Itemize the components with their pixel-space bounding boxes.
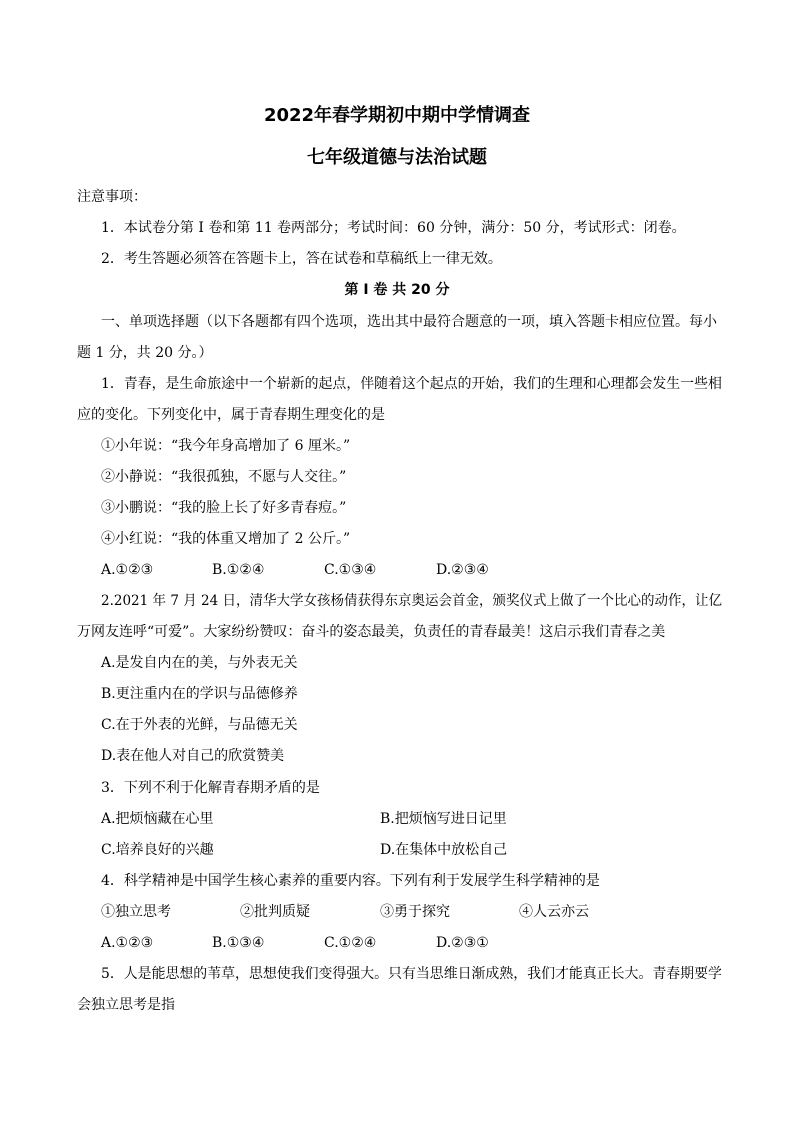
q4-statement-2: ②批判质疑 [240, 904, 310, 920]
q5-stem-line-2: 会独立思考是指 [77, 997, 175, 1013]
q1-stem-line-2: 应的变化。下列变化中，属于青春期生理变化的是 [77, 407, 385, 423]
q4-statement-4: ④人云亦云 [519, 904, 589, 920]
q3-option-a: A.把烦恼藏在心里 [101, 811, 214, 827]
q4-stem: 4．科学精神是中国学生核心素养的重要内容。下列有利于发展学生科学精神的是 [101, 873, 600, 889]
exam-title: 2022年春学期初中期中学情调查 [263, 105, 531, 126]
q2-stem-line-2: 万网友连呼“可爱”。大家纷纷赞叹：奋斗的姿态最美，负责任的青春最美！这启示我们青春之美 [77, 624, 666, 640]
q4-option-a: A.①②③ [101, 935, 154, 951]
q1-statement-2: ②小静说：“我很孤独，不愿与人交往。” [101, 469, 347, 485]
q1-option-b: B.①②④ [212, 562, 265, 578]
q4-statement-1: ①独立思考 [101, 904, 171, 920]
q2-option-d: D.表在他人对自己的欣赏赞美 [101, 748, 285, 764]
section-intro-line-1: 一、单项选择题（以下各题都有四个选项，选出其中最符合题意的一项，填入答题卡相应位置。每小 [101, 314, 717, 330]
q3-option-b: B.把烦恼写进日记里 [380, 811, 507, 827]
q4-option-d: D.②③① [436, 935, 489, 951]
q2-option-b: B.更注重内在的学识与品德修养 [101, 686, 298, 702]
q1-option-d: D.②③④ [436, 562, 489, 578]
q2-stem-line-1: 2.2021 年 7 月 24 日，清华大学女孩杨倩获得东京奥运会首金，颁奖仪式上做了一个比心的动作，让亿 [101, 593, 722, 609]
q1-stem-line-1: 1．青春，是生命旅途中一个崭新的起点，伴随着这个起点的开始，我们的生理和心理都会发生一些相 [101, 376, 722, 392]
q5-stem-line-1: 5．人是能思想的苇草，思想使我们变得强大。只有当思维日渐成熟，我们才能真正长大。青春期要学 [101, 966, 722, 982]
q1-statement-1: ①小年说：“我今年身高增加了 6 厘米。” [101, 438, 351, 454]
q1-statement-3: ③小鹏说：“我的脸上长了好多青春痘。” [101, 500, 347, 516]
q3-option-c: C.培养良好的兴趣 [101, 842, 214, 858]
q3-option-d: D.在集体中放松自己 [380, 842, 508, 858]
note-item-1: 1．本试卷分第 I 卷和第 11 卷两部分；考试时间：60 分钟，满分：50 分，考试形式：闭卷。 [101, 220, 686, 236]
q1-option-a: A.①②③ [101, 562, 154, 578]
q2-option-a: A.是发自内在的美，与外表无关 [101, 655, 298, 671]
q4-option-b: B.①③④ [212, 935, 265, 951]
q1-statement-4: ④小红说：“我的体重又增加了 2 公斤。” [101, 531, 351, 547]
q4-statement-3: ③勇于探究 [380, 904, 450, 920]
q1-option-c: C.①③④ [324, 562, 377, 578]
q4-option-c: C.①②④ [324, 935, 377, 951]
q2-option-c: C.在于外表的光鲜，与品德无关 [101, 717, 298, 733]
note-item-2: 2．考生答题必须答在答题卡上，答在试卷和草稿纸上一律无效。 [101, 251, 502, 267]
exam-subtitle: 七年级道德与法治试题 [307, 147, 487, 168]
notes-heading: 注意事项： [77, 189, 147, 205]
section-title: 第 I 卷 共 20 分 [344, 282, 450, 298]
q3-stem: 3．下列不利于化解青春期矛盾的是 [101, 780, 320, 796]
section-intro-line-2: 题 1 分，共 20 分。） [77, 345, 213, 361]
